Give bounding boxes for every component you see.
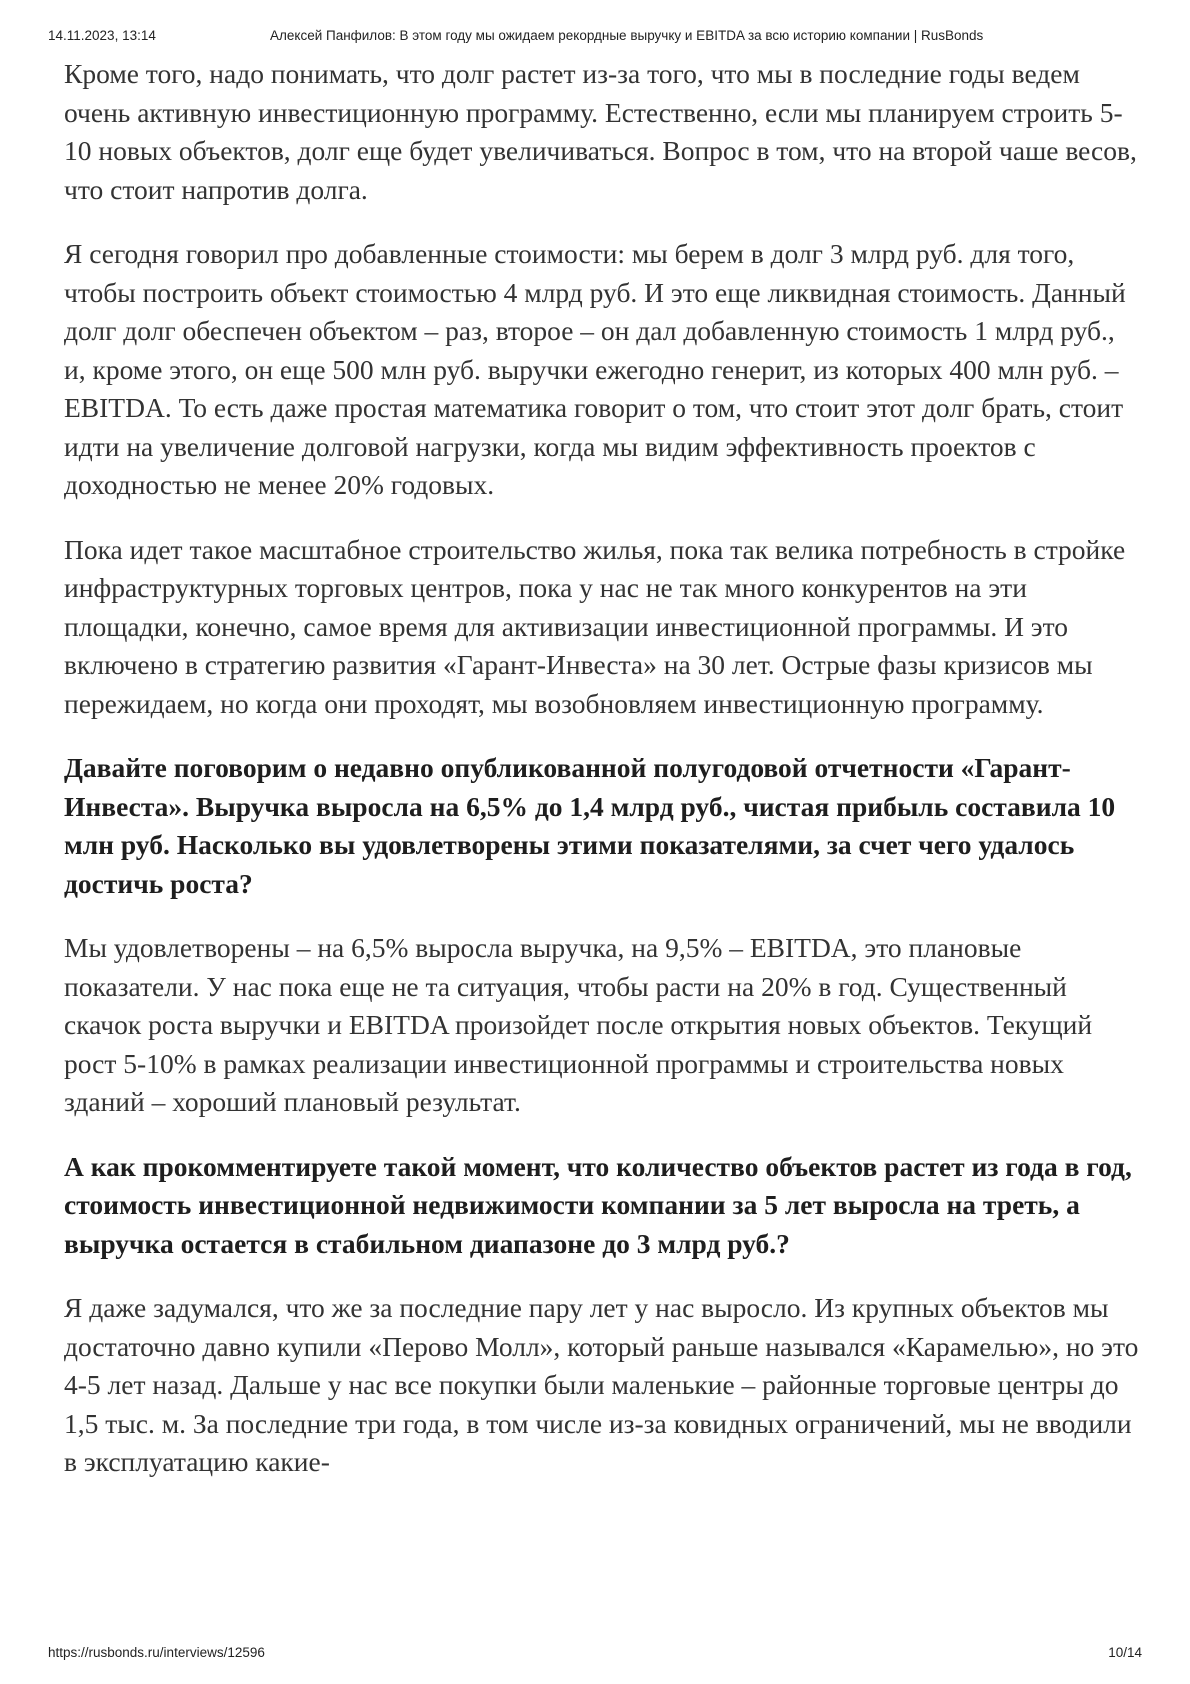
answer-paragraph: Мы удовлетворены – на 6,5% выросла выручка, на 9,5% – EBITDA, это плановые показатели. У нас пока еще не та ситуация, чтобы расти на 20% в год. Существенный скачок роста выручки и EBITDA произойдет после открытия новых объектов. Текущий рост 5-10% в рамках реализации инвестиционной программы и строительства новых зданий – хороший плановый результат. (64, 932, 1093, 1117)
print-header (48, 28, 1142, 46)
page-url: https://rusbonds.ru/interviews/12596 (48, 1645, 265, 1660)
answer-paragraph: Кроме того, надо понимать, что долг растет из-за того, что мы в последние годы ведем очень активную инвестиционную программу. Естественно, если мы планируем строить 5-10 новых объектов, долг еще будет увеличиваться. Вопрос в том, что на второй чаше весов, что стоит напротив долга. (64, 58, 1137, 205)
print-page-title: Алексей Панфилов: В этом году мы ожидаем рекордные выручку и EBITDA за всю историю компании | RusBonds (270, 28, 984, 43)
answer-paragraph: Пока идет такое масштабное строительство жилья, пока так велика потребность в стройке инфраструктурных торговых центров, пока у нас не так много конкурентов на эти площадки, конечно, самое время для активизации инвестиционной программы. И это включено в стратегию развития «Гарант-Инвеста» на 30 лет. Острые фазы кризисов мы пережидаем, но когда они проходят, мы возобновляем инвестиционную программу. (64, 533, 1126, 719)
interview-question: А как прокомментируете такой момент, что количество объектов растет из года в год, стоимость инвестиционной недвижимости компании за 5 лет выросла на треть, а выручка остается в стабильном диапазоне до 3 млрд руб.? (64, 1150, 1132, 1259)
answer-paragraph: Я сегодня говорил про добавленные стоимости: мы берем в долг 3 млрд руб. для того, чтобы построить объект стоимостью 4 млрд руб. И это еще ликвидная стоимость. Данный долг долг обеспечен объектом – раз, второе – он дал добавленную стоимость 1 млрд руб., и, кроме этого, он еще 500 млн руб. выручки ежегодно генерит, из которых 400 млн руб. – EBITDA. То есть даже простая математика говорит о том, что стоит этот долг брать, стоит идти на увеличение долговой нагрузки, когда мы видим эффективность проектов с доходностью не менее 20% годовых. (64, 238, 1126, 500)
page-number: 10/14 (1108, 1645, 1142, 1660)
print-date: 14.11.2023, 13:14 (48, 28, 156, 43)
article-body (64, 55, 1139, 1508)
interview-question: Давайте поговорим о недавно опубликованной полугодовой отчетности «Гарант-Инвеста». Выручка выросла на 6,5% до 1,4 млрд руб., чистая прибыль составила 10 млн руб. Насколько вы удовлетворены этими показателями, за счет чего удалось достичь роста? (64, 752, 1116, 899)
print-footer (48, 1645, 1142, 1663)
answer-paragraph: Я даже задумался, что же за последние пару лет у нас выросло. Из крупных объектов мы достаточно давно купили «Перово Молл», который раньше назывался «Карамелью», но это 4-5 лет назад. Дальше у нас все покупки были маленькие – районные торговые центры до 1,5 тыс. м. За последние три года, в том числе из-за ковидных ограничений, мы не вводили в эксплуатацию какие- (64, 1292, 1139, 1477)
